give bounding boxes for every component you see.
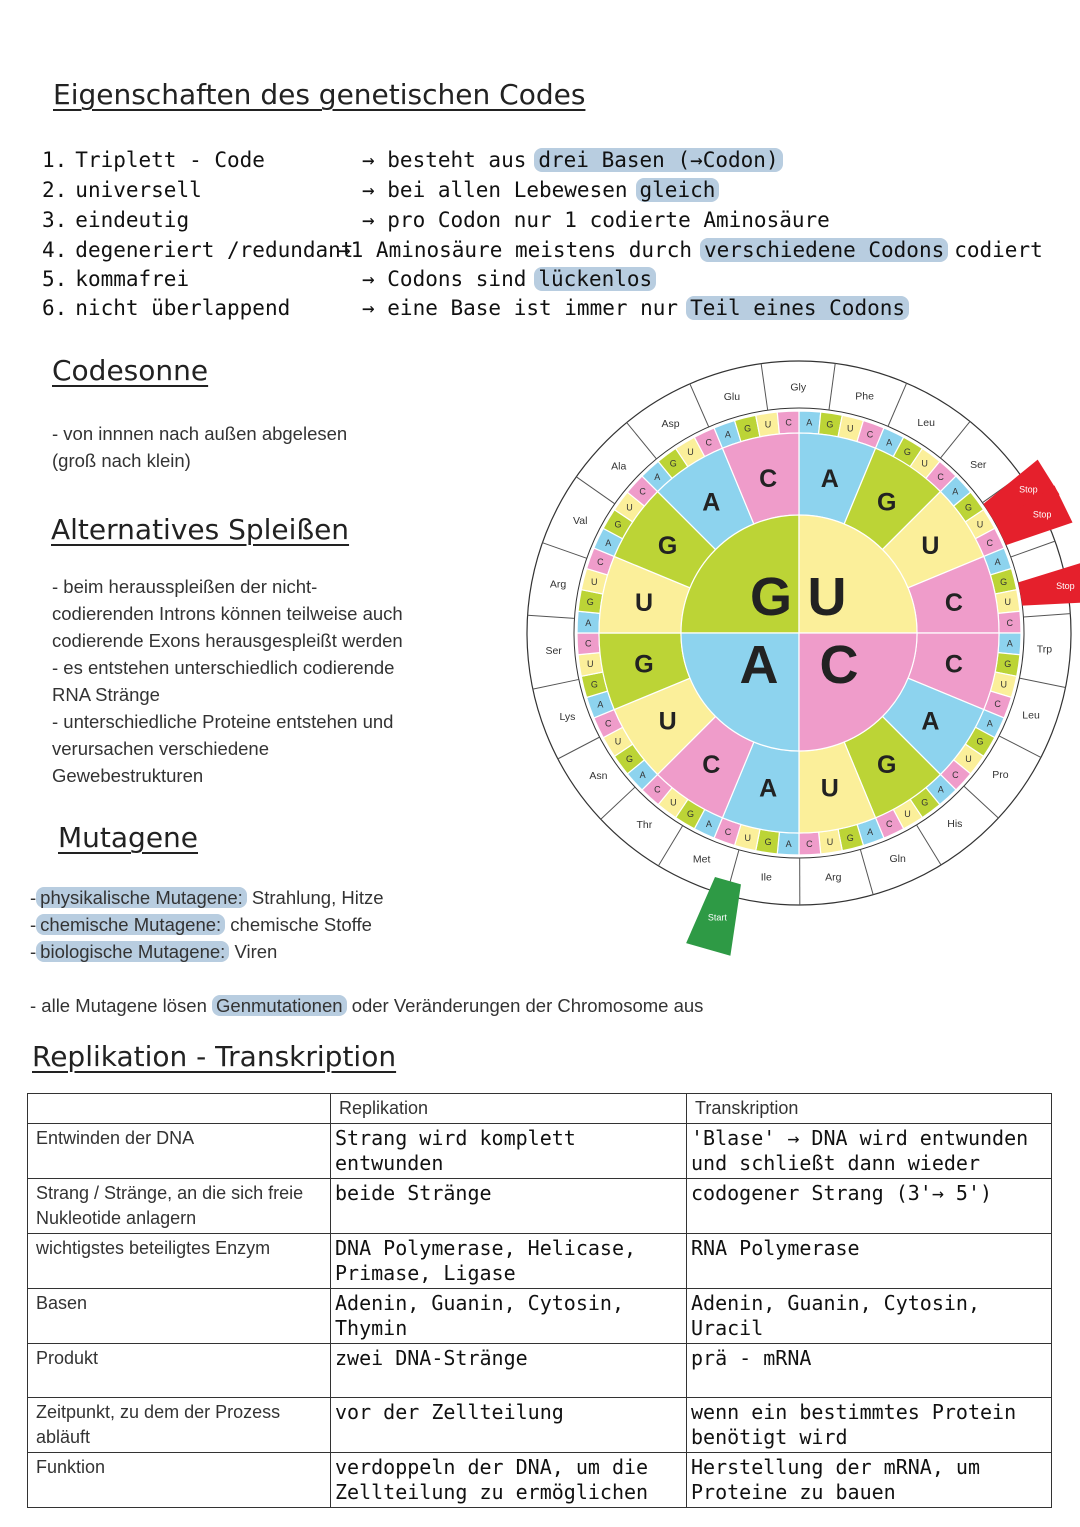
third-base-letter: A: [705, 818, 712, 829]
third-base-letter: A: [986, 718, 993, 729]
amino-acid-label: Gln: [889, 853, 906, 866]
mutagen-text: chemische Stoffe: [225, 914, 372, 935]
property-label: kommafrei: [75, 267, 190, 291]
table-row: [28, 1289, 1052, 1344]
property-item: [42, 205, 189, 235]
mutagen-label: chemische Mutagene:: [36, 914, 225, 935]
third-base-letter: C: [1006, 617, 1013, 628]
third-base-letter: G: [764, 836, 772, 847]
amino-acid-label: Met: [692, 853, 711, 866]
amino-acid-label: Asp: [661, 417, 680, 430]
mutagene-list: [30, 884, 384, 965]
stop-label: Stop: [1056, 581, 1075, 592]
summary-highlight: Genmutationen: [212, 995, 347, 1016]
table-cell-repl: Adenin, Guanin, Cytosin, Thymin: [331, 1289, 687, 1344]
second-base-letter: G: [877, 488, 897, 517]
third-base-letter: C: [705, 437, 712, 448]
table-cell-trans: RNA Polymerase: [687, 1234, 1052, 1289]
amino-acid-label: Ser: [970, 459, 987, 472]
property-description: [362, 293, 909, 323]
splicing-line: verursachen verschiedene: [52, 738, 269, 759]
third-base-letter: A: [867, 826, 874, 837]
third-base-letter: C: [886, 818, 893, 829]
third-base-letter: G: [687, 809, 695, 820]
third-base-letter: A: [585, 617, 592, 628]
property-description: [338, 235, 1043, 265]
stop-label: Stop: [1019, 484, 1038, 495]
amino-acid-label: Ala: [611, 460, 627, 473]
property-label: universell: [75, 178, 202, 202]
amino-acid-label: Trp: [1036, 643, 1053, 656]
splicing-line: - es entstehen unterschiedlich codierende: [52, 657, 395, 678]
table-cell-repl: zwei DNA-Stränge: [331, 1344, 687, 1398]
table-cell-trans: Herstellung der mRNA, um Proteine zu bauen: [687, 1453, 1052, 1508]
third-base-letter: U: [744, 832, 752, 843]
property-desc-text: → bei allen Lebewesen: [362, 178, 628, 202]
property-desc-text: → pro Codon nur 1 codierte Aminosäure: [362, 208, 830, 232]
third-base-letter: U: [626, 502, 633, 513]
table-row: [28, 1234, 1052, 1289]
second-base-letter: C: [702, 751, 721, 780]
codesonne-line: (groß nach klein): [52, 450, 191, 471]
third-base-letter: G: [614, 519, 622, 530]
third-base-letter: A: [639, 769, 646, 780]
code-sun-diagram: [520, 381, 1080, 923]
table-cell-label: Entwinden der DNA: [28, 1124, 331, 1179]
third-base-letter: A: [597, 699, 604, 710]
header-transkription: Transkription: [687, 1094, 1052, 1124]
table-row: [28, 1124, 1052, 1179]
header-replikation: Replikation: [331, 1094, 687, 1124]
third-base-letter: U: [614, 736, 622, 747]
mutagen-label: biologische Mutagene:: [36, 941, 229, 962]
third-base-letter: A: [937, 784, 944, 795]
second-base-letter: G: [657, 531, 678, 560]
property-item: [42, 264, 189, 294]
third-base-letter: C: [724, 826, 732, 837]
property-item: [42, 175, 202, 205]
third-base-letter: C: [654, 784, 661, 795]
second-base-letter: A: [820, 464, 839, 493]
third-base-letter: C: [994, 699, 1001, 710]
property-name: 3.: [42, 208, 68, 232]
second-base-letter: A: [702, 488, 721, 517]
property-name: 4.: [42, 238, 68, 262]
property-item: [42, 293, 290, 323]
property-description: [362, 205, 830, 235]
mutagene-heading: Mutagene: [58, 821, 199, 854]
table-row: [28, 1344, 1052, 1398]
amino-acid-label: Leu: [1022, 709, 1040, 722]
third-base-letter: G: [964, 502, 972, 513]
page-title: Eigenschaften des genetischen Codes: [53, 78, 586, 111]
third-base-letter: U: [826, 836, 834, 847]
table-row: [28, 1398, 1052, 1453]
inner-base-letter: G: [749, 567, 793, 627]
mutagene-summary: [30, 992, 703, 1019]
table-row: [28, 1453, 1052, 1508]
third-base-letter: U: [764, 419, 772, 430]
property-name: 6.: [42, 296, 68, 320]
splicing-heading: Alternatives Spleißen: [51, 513, 350, 546]
table-cell-trans: codogener Strang (3'→ 5'): [687, 1179, 1052, 1234]
codesonne-line: - von innnen nach außen abgelesen: [52, 423, 348, 444]
splicing-line: - beim herausspleißen der nicht-: [52, 576, 318, 597]
splicing-text: [52, 573, 472, 789]
splicing-line: codierende Exons herausgespleißt werden: [52, 630, 403, 651]
third-base-letter: A: [952, 486, 959, 497]
amino-acid-label: Val: [573, 515, 588, 528]
property-item: [42, 235, 353, 265]
third-base-letter: G: [976, 736, 984, 747]
third-base-letter: G: [586, 597, 594, 608]
property-name: 5.: [42, 267, 68, 291]
third-base-letter: G: [903, 447, 911, 458]
table-cell-label: Zeitpunkt, zu dem der Prozess abläuft: [28, 1398, 331, 1453]
inner-base-letter: U: [807, 567, 847, 627]
amino-acid-label: Glu: [723, 390, 741, 403]
property-highlight: drei Basen (→Codon): [534, 148, 782, 172]
third-base-letter: U: [1004, 597, 1011, 608]
property-desc-text: →1 Aminosäure meistens durch: [338, 238, 693, 262]
property-name: 1.: [42, 148, 68, 172]
property-label: eindeutig: [75, 208, 190, 232]
amino-acid-label: Thr: [636, 818, 653, 831]
property-label: nicht überlappend: [75, 296, 291, 320]
third-base-letter: U: [687, 447, 694, 458]
second-base-letter: A: [921, 707, 940, 736]
property-description: [362, 175, 719, 205]
mutagen-item: [30, 911, 384, 938]
third-base-letter: C: [866, 429, 874, 440]
property-highlight: gleich: [636, 178, 720, 202]
third-base-letter: U: [670, 797, 677, 808]
third-base-letter: U: [976, 519, 984, 530]
third-base-letter: G: [669, 458, 677, 469]
table-cell-label: wichtigstes beteiligtes Enzym: [28, 1234, 331, 1289]
third-base-letter: A: [654, 471, 661, 482]
mutagen-text: Viren: [229, 941, 278, 962]
inner-base-letter: A: [739, 635, 779, 695]
third-base-letter: C: [806, 838, 813, 849]
table-cell-repl: Strang wird komplett entwunden: [331, 1124, 687, 1179]
third-base-letter: A: [994, 557, 1001, 568]
second-base-letter: C: [944, 650, 963, 679]
third-base-letter: A: [785, 838, 792, 849]
second-base-letter: U: [658, 707, 677, 736]
amino-acid-label: Gly: [790, 381, 807, 394]
codesonne-heading: Codesonne: [52, 354, 209, 387]
bullet-dash: -: [30, 914, 37, 935]
third-base-letter: G: [744, 423, 752, 434]
second-base-letter: U: [635, 588, 654, 617]
amino-acid-label: Arg: [825, 871, 842, 884]
table-cell-trans: 'Blase' → DNA wird entwunden und schließt dann wieder: [687, 1124, 1052, 1179]
replikation-heading: Replikation - Transkription: [32, 1040, 397, 1073]
third-base-letter: U: [904, 809, 911, 820]
property-desc-text: → besteht aus: [362, 148, 527, 172]
splicing-line: Gewebestrukturen: [52, 765, 204, 786]
bullet-dash: -: [30, 887, 37, 908]
third-base-letter: G: [846, 832, 854, 843]
third-base-letter: A: [1006, 638, 1013, 649]
amino-acid-label: Phe: [855, 390, 874, 403]
comparison-table: [27, 1093, 1052, 1508]
amino-acid-label: Ile: [760, 871, 772, 884]
table-cell-label: Produkt: [28, 1344, 331, 1398]
amino-acid-label: Leu: [917, 417, 935, 430]
third-base-letter: U: [921, 458, 928, 469]
table-cell-repl: beide Stränge: [331, 1179, 687, 1234]
mutagen-label: physikalische Mutagene:: [36, 887, 247, 908]
third-base-letter: G: [826, 419, 834, 430]
third-base-letter: C: [986, 537, 993, 548]
third-base-letter: U: [846, 423, 854, 434]
table-cell-label: Strang / Stränge, an die sich freie Nukleotide anlagern: [28, 1179, 331, 1234]
amino-acid-label: Ser: [545, 645, 562, 658]
property-item: [42, 145, 265, 175]
inner-base-letter: C: [819, 635, 859, 695]
summary-pre: - alle Mutagene lösen: [30, 995, 207, 1016]
property-highlight: Teil eines Codons: [686, 296, 909, 320]
third-base-letter: A: [886, 437, 893, 448]
third-base-letter: U: [587, 659, 594, 670]
property-desc-text: → Codons sind: [362, 267, 527, 291]
table-cell-label: Basen: [28, 1289, 331, 1344]
second-base-letter: U: [820, 774, 839, 803]
property-highlight: verschiedene Codons: [700, 238, 948, 262]
third-base-letter: G: [590, 679, 598, 690]
amino-acid-label: Lys: [559, 710, 576, 723]
third-base-letter: A: [724, 429, 731, 440]
third-base-letter: C: [952, 769, 959, 780]
property-tail: codiert: [954, 238, 1043, 262]
third-base-letter: A: [605, 537, 612, 548]
bullet-dash: -: [30, 941, 37, 962]
property-description: [362, 264, 656, 294]
third-base-letter: G: [1004, 659, 1012, 670]
splicing-line: codierenden Introns können teilweise auch: [52, 603, 403, 624]
start-label: Start: [707, 912, 727, 923]
splicing-line: - unterschiedliche Proteine entstehen und: [52, 711, 394, 732]
table-cell-repl: verdoppeln der DNA, um die Zellteilung zu ermöglichen: [331, 1453, 687, 1508]
table-cell-label: Funktion: [28, 1453, 331, 1508]
second-base-letter: C: [759, 464, 778, 493]
property-name: 2.: [42, 178, 68, 202]
table-row: [28, 1179, 1052, 1234]
property-highlight: lückenlos: [534, 267, 656, 291]
second-base-letter: C: [944, 588, 963, 617]
amino-acid-label: Pro: [992, 768, 1009, 781]
mutagen-text: Strahlung, Hitze: [246, 887, 384, 908]
second-base-letter: U: [921, 531, 940, 560]
table-cell-repl: vor der Zellteilung: [331, 1398, 687, 1453]
third-base-letter: A: [806, 417, 813, 428]
mutagen-item: [30, 938, 384, 965]
property-label: degeneriert /redundant: [75, 238, 354, 262]
header-empty: [28, 1094, 331, 1124]
table-cell-trans: Adenin, Guanin, Cytosin, Uracil: [687, 1289, 1052, 1344]
amino-acid-label: His: [947, 818, 963, 831]
property-description: [362, 145, 783, 175]
third-base-letter: U: [1000, 679, 1007, 690]
amino-acid-label: Asn: [589, 770, 608, 783]
third-base-letter: C: [585, 638, 592, 649]
third-base-letter: C: [605, 718, 612, 729]
table-cell-trans: wenn ein bestimmtes Protein benötigt wird: [687, 1398, 1052, 1453]
table-cell-repl: DNA Polymerase, Helicase, Primase, Ligase: [331, 1234, 687, 1289]
second-base-letter: G: [634, 650, 654, 679]
mutagen-item: [30, 884, 384, 911]
second-base-letter: A: [759, 774, 778, 803]
third-base-letter: C: [937, 471, 944, 482]
summary-post: oder Veränderungen der Chromosome aus: [351, 995, 704, 1016]
third-base-letter: C: [785, 417, 792, 428]
third-base-letter: G: [921, 797, 929, 808]
codesonne-text: [52, 420, 492, 474]
amino-acid-label: Arg: [549, 578, 567, 591]
second-base-letter: G: [877, 751, 897, 780]
third-base-letter: G: [626, 753, 634, 764]
property-label: Triplett - Code: [75, 148, 265, 172]
property-desc-text: → eine Base ist immer nur: [362, 296, 679, 320]
table-header-row: [28, 1094, 1052, 1124]
splicing-line: RNA Stränge: [52, 684, 160, 705]
third-base-letter: C: [597, 557, 604, 568]
table-cell-trans: prä - mRNA: [687, 1344, 1052, 1398]
third-base-letter: U: [965, 753, 972, 764]
third-base-letter: U: [591, 576, 598, 587]
stop-label: Stop: [1032, 509, 1052, 520]
third-base-letter: C: [639, 486, 646, 497]
third-base-letter: G: [1000, 576, 1008, 587]
